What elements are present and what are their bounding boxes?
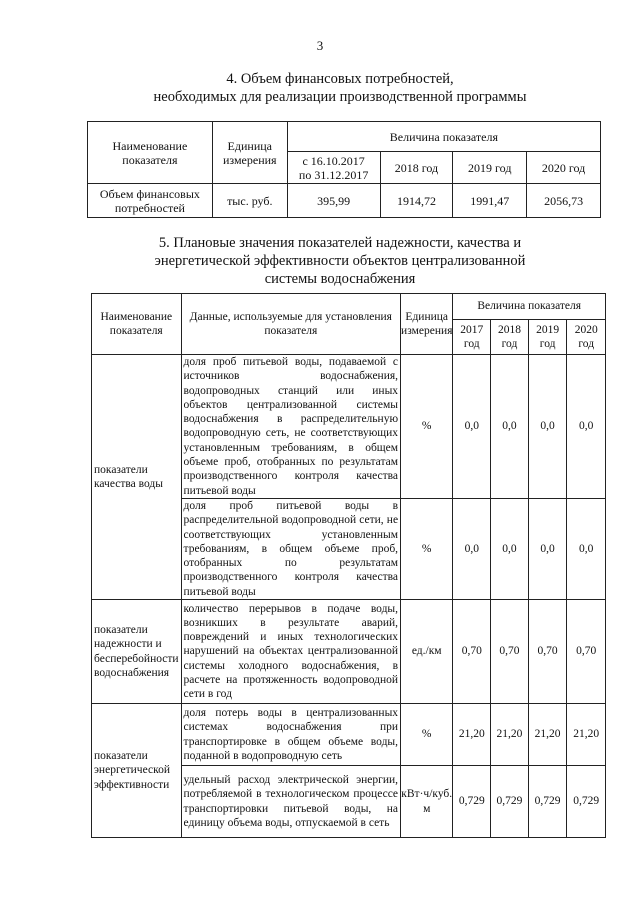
header-value: Величина показателя [287,122,600,152]
header-name: Наименование показателя [92,294,182,355]
row-value: 0,0 [567,498,606,599]
row-data: доля проб питьевой воды, подаваемой с источников водоснабжения, водопроводных станций или иных объектов централизованной системы водоснабжения в распределительную водопроводную сеть, не соответствующих установленным требованиям, в общем объеме проб, отобранных по результатам производственного контроля качества питьевой воды [181,355,401,499]
header-year-2020: 2020 год [527,152,601,184]
row-value: 21,20 [453,704,491,766]
section5-title: 5. Плановые значения показателей надежности, качества и энергетической эффективности объектов централизованной системы водоснабжения [154,235,526,287]
table-row [88,184,601,218]
row-value: 21,20 [528,704,567,766]
header-year-2019: 2019 год [528,320,567,355]
row-name: Объем финансовых потребностей [88,184,213,218]
indicators-table [91,293,606,838]
row-value: 0,70 [491,600,529,704]
row-value: 0,0 [491,498,529,599]
row-value: 0,0 [528,498,567,599]
row-value: 0,729 [567,766,606,838]
section4-title: 4. Объем финансовых потребностей, необходимых для реализации производственной программы [153,71,527,105]
row-data: количество перерывов в подаче воды, возникших в результате аварий, повреждений и иных технологических нарушений на объектах централизованной системы холодного водоснабжения, в расчете на протяженность водопроводной сети в год [181,600,401,704]
header-data: Данные, используемые для установления показателя [181,294,401,355]
header-year-2018: 2018 год [380,152,453,184]
row-value: 0,729 [453,766,491,838]
row-value: 0,729 [491,766,529,838]
row-value: 0,70 [528,600,567,704]
group-name: показатели надежности и бесперебойности водоснабжения [92,600,182,704]
row-value: 1914,72 [380,184,453,218]
table-row [92,355,606,499]
row-value: 21,20 [567,704,606,766]
header-year-2019: 2019 год [453,152,527,184]
group-name: показатели энергетической эффективности [92,704,182,838]
row-value: 2056,73 [527,184,601,218]
row-unit: % [401,355,453,499]
row-unit: ед./км [401,600,453,704]
group-name: показатели качества воды [92,355,182,600]
header-unit: Единица измерения [401,294,453,355]
row-value: 0,70 [567,600,606,704]
table-row [92,704,606,766]
row-unit: % [401,704,453,766]
table-row [92,600,606,704]
row-data: удельный расход электрической энергии, потребляемой в технологическом процессе транспортировки питьевой воды, на единицу объема воды, отпускаемой в сеть [181,766,401,838]
row-value: 0,0 [453,355,491,499]
row-value: 0,0 [491,355,529,499]
row-data: доля потерь воды в централизованных системах водоснабжения при транспортировке в общем объеме воды, поданной в водопроводную сеть [181,704,401,766]
header-year-2018: 2018 год [491,320,529,355]
row-data: доля проб питьевой воды в распределительной водопроводной сети, не соответствующих установленным требованиям, в общем объеме проб, отобранных по результатам производственного контроля качества питьевой воды [181,498,401,599]
header-year-2020: 2020 год [567,320,606,355]
row-value: 395,99 [287,184,380,218]
row-unit: кВт·ч/куб. м [401,766,453,838]
row-unit: % [401,498,453,599]
row-value: 0,70 [453,600,491,704]
header-name: Наименование показателя [88,122,213,184]
row-value: 0,0 [528,355,567,499]
row-value: 0,729 [528,766,567,838]
financial-needs-table [87,121,601,218]
page-number: 3 [316,38,324,53]
header-value: Величина показателя [453,294,606,320]
row-unit: тыс. руб. [212,184,287,218]
row-value: 0,0 [567,355,606,499]
header-year-2017: 2017 год [453,320,491,355]
row-value: 21,20 [491,704,529,766]
row-value: 0,0 [453,498,491,599]
header-unit: Единица измерения [212,122,287,184]
row-value: 1991,47 [453,184,527,218]
header-period1: с 16.10.2017 по 31.12.2017 [287,152,380,184]
